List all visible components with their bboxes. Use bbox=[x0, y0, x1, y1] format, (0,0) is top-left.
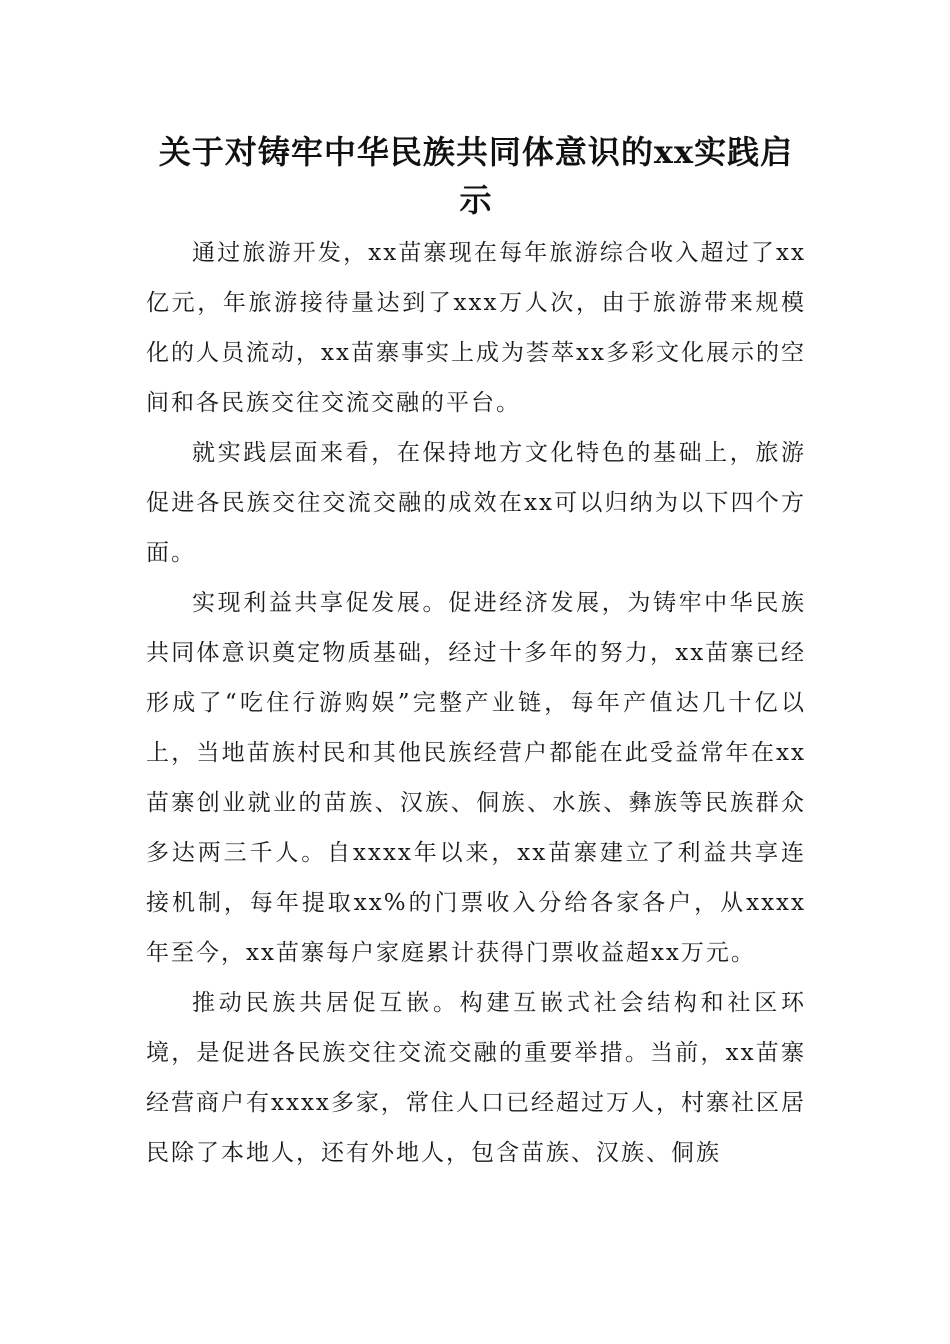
paragraph-practice-overview: 就实践层面来看，在保持地方文化特色的基础上，旅游促进各民族交往交流交融的成效在xx可以归纳为以下四个方面。 bbox=[146, 440, 806, 566]
document-title: 关于对铸牢中华民族共同体意识的xx实践启示 bbox=[158, 133, 794, 219]
paragraph-benefit-sharing: 实现利益共享促发展。促进经济发展，为铸牢中华民族共同体意识奠定物质基础，经过十多年的努力，xx苗寨已经形成了“吃住行游购娱”完整产业链，每年产值达几十亿以上，当地苗族村民和其他民族经营户都能在此受益常年在xx苗寨创业就业的苗族、汉族、侗族、水族、彝族等民族群众多达两三千人。自xxxx年以来，xx苗寨建立了利益共享连接机制，每年提取xx%的门票收入分给各家各户，从xxxx年至今，xx苗寨每户家庭累计获得门票收益超xx万元。 bbox=[146, 590, 806, 966]
document-page bbox=[146, 128, 806, 1178]
paragraph-tourism-income: 通过旅游开发，xx苗寨现在每年旅游综合收入超过了xx亿元，年旅游接待量达到了xxx万人次，由于旅游带来规模化的人员流动，xx苗寨事实上成为荟萃xx多彩文化展示的空间和各民族交往交流交融的平台。 bbox=[146, 240, 806, 416]
paragraph-ethnic-cohabitation: 推动民族共居促互嵌。构建互嵌式社会结构和社区环境，是促进各民族交往交流交融的重要举措。当前，xx苗寨经营商户有xxxx多家，常住人口已经超过万人，村寨社区居民除了本地人，还有外地人，包含苗族、汉族、侗族 bbox=[146, 990, 806, 1166]
